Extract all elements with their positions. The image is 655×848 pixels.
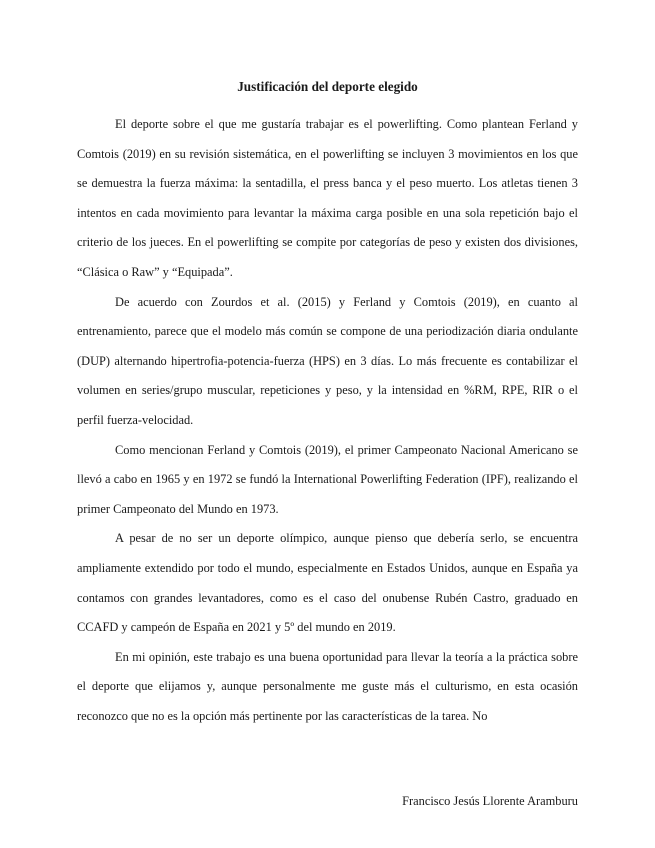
- paragraph-1: El deporte sobre el que me gustaría trabajar es el powerlifting. Como plantean Ferland y Comtois (2019) en su revisión sistemática, en el powerlifting se incluyen 3 movimientos en los que se demuestra la fuerza máxima: la sentadilla, el press banca y el peso muerto. Los atletas tienen 3 intentos en cada movimiento para levantar la máxima carga posible en una sola repetición bajo el criterio de los jueces. En el powerlifting se compite por categorías de peso y existen dos divisiones, “Clásica o Raw” y “Equipada”.: [77, 117, 578, 279]
- paragraph-4: A pesar de no ser un deporte olímpico, aunque pienso que debería serlo, se encuentra ampliamente extendido por todo el mundo, especialmente en Estados Unidos, aunque en España ya contamos con grandes levantadores, como es el caso del onubense Rubén Castro, graduado en CCAFD y campeón de España en 2021 y 5º del mundo en 2019.: [77, 531, 578, 635]
- page-title: Justificación del deporte elegido: [237, 79, 418, 94]
- paragraph-3: Como mencionan Ferland y Comtois (2019), el primer Campeonato Nacional Americano se llevó a cabo en 1965 y en 1972 se fundó la International Powerlifting Federation (IPF), realizando el primer Campeonato del Mundo en 1973.: [77, 442, 578, 516]
- paragraph-5: En mi opinión, este trabajo es una buena oportunidad para llevar la teoría a la práctica sobre el deporte que elijamos y, aunque personalmente me guste más el culturismo, en esta ocasión reconozco que no es la opción más pertinente por las características de la tarea. No: [77, 649, 578, 723]
- document-body: [77, 110, 578, 731]
- paragraph-2: De acuerdo con Zourdos et al. (2015) y Ferland y Comtois (2019), en cuanto al entrenamiento, parece que el modelo más común se compone de una periodización diaria ondulante (DUP) alternando hipertrofia-potencia-fuerza (HPS) en 3 días. Lo más frecuente es contabilizar el volumen en series/grupo muscular, repeticiones y peso, y la intensidad en %RM, RPE, RIR o el perfil fuerza-velocidad.: [77, 294, 578, 427]
- footer-author: Francisco Jesús Llorente Aramburu: [402, 794, 578, 808]
